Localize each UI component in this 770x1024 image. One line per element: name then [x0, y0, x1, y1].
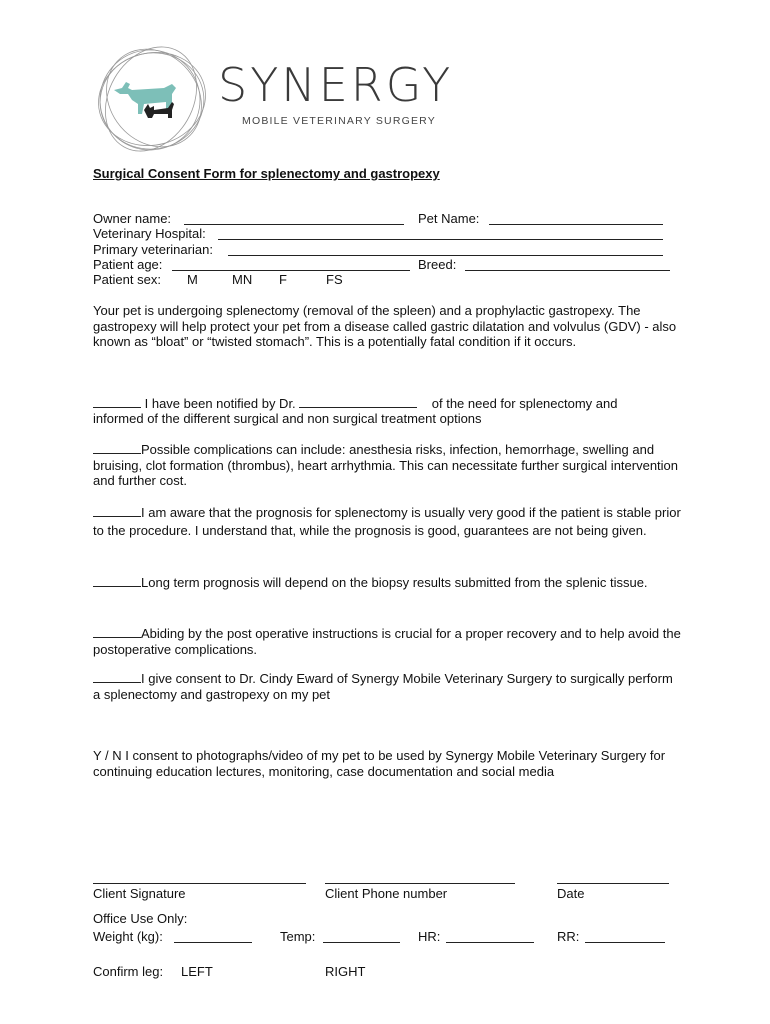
statement-2: Possible complications can include: anesthesia risks, infection, hemorrhage, swelling and bruising, clot formation (thrombus), heart arrhythmia. This can necessitate further surgical intervention and further cost.: [93, 442, 679, 488]
primary-vet-field[interactable]: [228, 255, 663, 256]
form-title: Surgical Consent Form for splenectomy and gastropexy: [93, 166, 440, 181]
statement-4: Long term prognosis will depend on the biopsy results submitted from the splenic tissue.: [93, 574, 683, 592]
owner-name-label: Owner name:: [93, 211, 172, 226]
rr-label: RR:: [557, 929, 580, 944]
date-line[interactable]: [557, 883, 669, 884]
photo-consent: Y / N I consent to photographs/video of my pet to be used by Synergy Mobile Veterinary Surgery for continuing education lectures, monitoring, case documentation and social media: [93, 748, 666, 779]
temp-label: Temp:: [280, 929, 316, 944]
leg-right-option[interactable]: RIGHT: [325, 964, 366, 979]
client-signature-label: Client Signature: [93, 886, 186, 901]
client-phone-label: Client Phone number: [325, 886, 448, 901]
vet-hospital-label: Veterinary Hospital:: [93, 226, 206, 241]
patient-age-label: Patient age:: [93, 257, 163, 272]
initials-blank[interactable]: [93, 575, 141, 587]
doctor-name-blank[interactable]: [299, 396, 417, 408]
weight-field[interactable]: [174, 942, 252, 943]
client-phone-line[interactable]: [325, 883, 515, 884]
sex-option-f[interactable]: F: [279, 272, 287, 287]
weight-label: Weight (kg):: [93, 929, 163, 944]
initials-blank[interactable]: [93, 505, 141, 517]
pet-name-label: Pet Name:: [418, 211, 480, 226]
statement-1-line-2: informed of the different surgical and non surgical treatment options: [93, 411, 482, 426]
pet-name-field[interactable]: [489, 224, 663, 225]
vet-hospital-field[interactable]: [218, 239, 663, 240]
primary-vet-label: Primary veterinarian:: [93, 242, 213, 257]
hr-label: HR:: [418, 929, 441, 944]
statement-1-line-1: I have been notified by Dr. of the need for splenectomy and: [93, 396, 617, 411]
rr-field[interactable]: [585, 942, 665, 943]
client-signature-line[interactable]: [93, 883, 306, 884]
date-label: Date: [557, 886, 585, 901]
sex-option-m[interactable]: M: [187, 272, 198, 287]
initials-blank[interactable]: [93, 442, 141, 454]
hr-field[interactable]: [446, 942, 534, 943]
initials-blank[interactable]: [93, 396, 141, 408]
patient-sex-label: Patient sex:: [93, 272, 161, 287]
statement-3: I am aware that the prognosis for splenectomy is usually very good if the patient is stable prior to the procedure. I understand that, while the prognosis is good, guarantees are not being given.: [93, 505, 681, 538]
statement-5: Abiding by the post operative instructions is crucial for a proper recovery and to help avoid the postoperative complications.: [93, 626, 681, 657]
office-use-heading: Office Use Only:: [93, 911, 188, 926]
temp-field[interactable]: [323, 942, 400, 943]
breed-field[interactable]: [465, 270, 670, 271]
initials-blank[interactable]: [93, 671, 141, 683]
patient-age-field[interactable]: [172, 270, 410, 271]
sex-option-mn[interactable]: MN: [232, 272, 253, 287]
breed-label: Breed:: [418, 257, 457, 272]
sex-option-fs[interactable]: FS: [326, 272, 343, 287]
initials-blank[interactable]: [93, 626, 141, 638]
synergy-logo-emblem: [92, 44, 212, 154]
statement-6: I give consent to Dr. Cindy Eward of Synergy Mobile Veterinary Surgery to surgically perform a splenectomy and gastropexy on my pet: [93, 671, 673, 702]
owner-name-field[interactable]: [184, 224, 404, 225]
brand-wordmark: SYNERGY: [218, 58, 454, 112]
brand-tagline: MOBILE VETERINARY SURGERY: [242, 115, 436, 127]
confirm-leg-label: Confirm leg:: [93, 964, 164, 979]
leg-left-option[interactable]: LEFT: [181, 964, 213, 979]
intro-paragraph: Your pet is undergoing splenectomy (removal of the spleen) and a prophylactic gastropexy. The gastropexy will help protect your pet from a disease called gastric dilatation and volvulus (GDV) - also known as “bloat” or “twisted stomach”. This is a potentially fatal condition if it occurs.: [93, 303, 677, 349]
